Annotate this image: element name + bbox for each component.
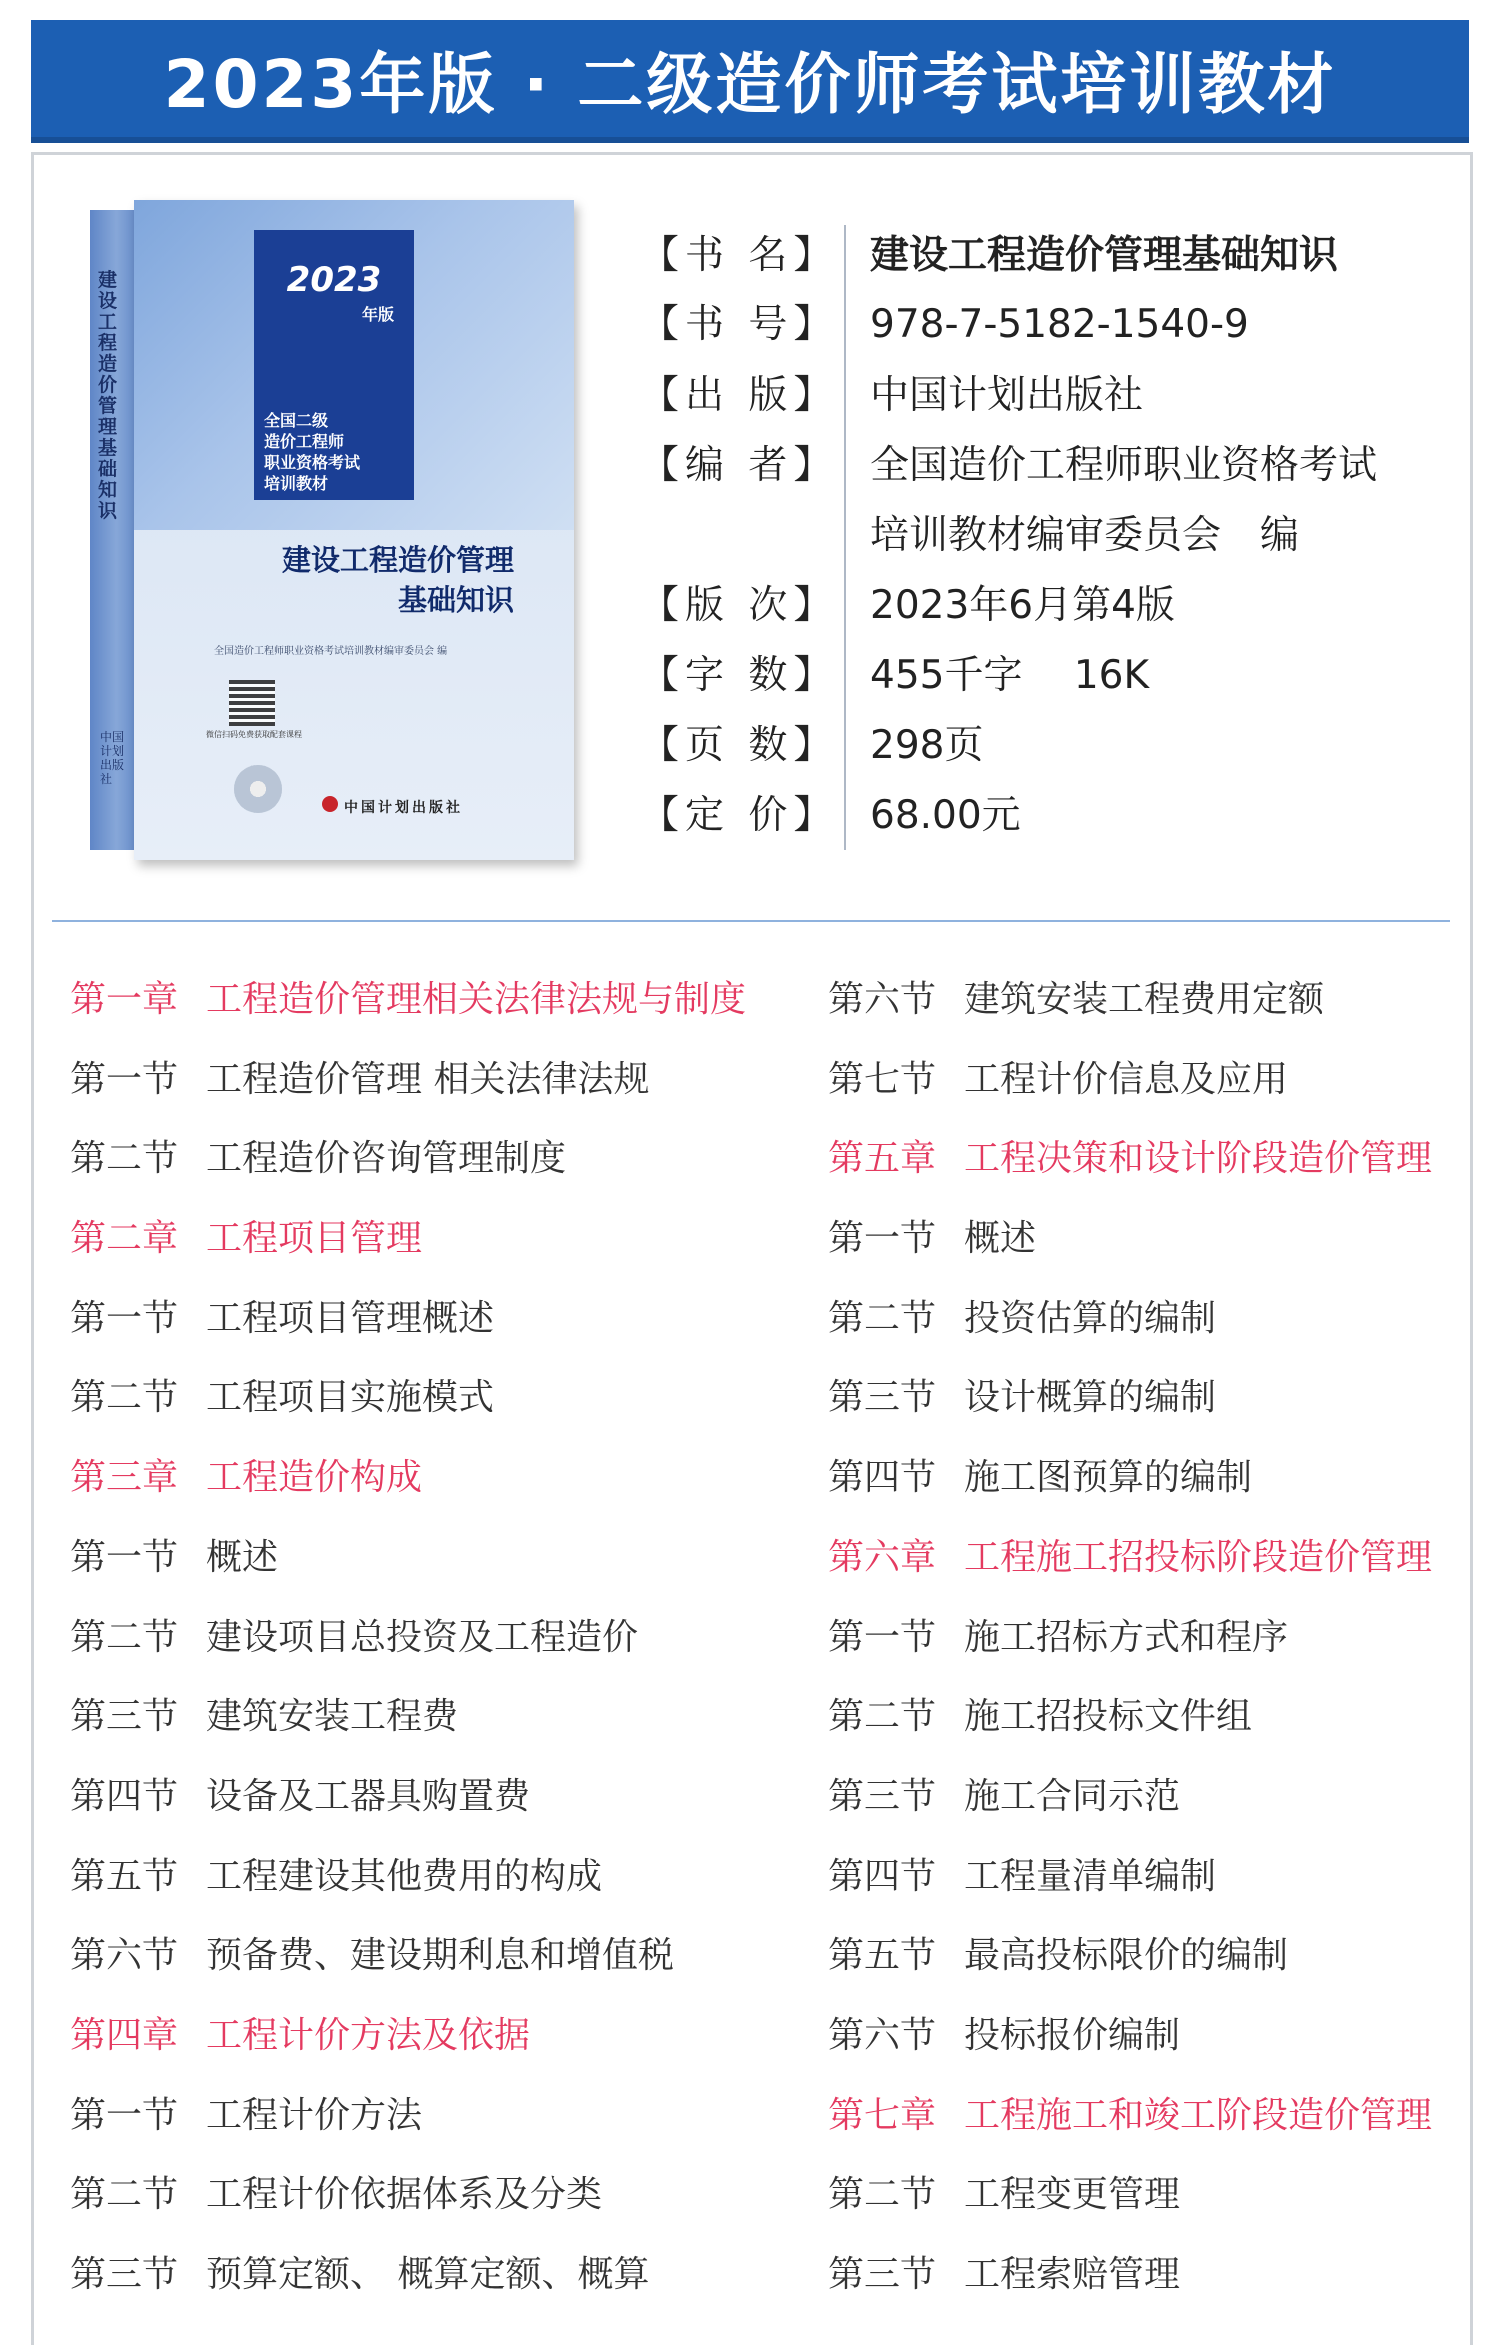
toc-section (828, 1358, 1432, 1438)
toc-title: 工程建设其他费用的构成 (206, 1855, 603, 1897)
toc-section (70, 1119, 746, 1199)
info-label: 【书 名】 (640, 233, 839, 278)
toc-title: 工程变更管理 (964, 2174, 1181, 2216)
toc-chapter (70, 1438, 746, 1518)
spine-title: 建设工程造价管理基础知识 (98, 269, 118, 522)
cover-editor: 全国造价工程师职业资格考试培训教材编审委员会 编 (214, 646, 448, 657)
toc-right-column (828, 960, 1432, 2315)
page-banner: 2023年版 · 二级造价师考试培训教材 (31, 20, 1469, 143)
toc-title: 工程造价管理相关法律法规与制度 (206, 979, 747, 1020)
toc-section (828, 2155, 1432, 2235)
toc-section (70, 2076, 746, 2156)
toc-number: 第三章 (70, 1457, 179, 1499)
toc-chapter (828, 2076, 1432, 2156)
toc-title: 预算定额、 概算定额、概算 (206, 2254, 650, 2295)
toc-title: 工程计价信息及应用 (964, 1058, 1289, 1100)
toc-number: 第三节 (828, 2254, 937, 2295)
toc-number: 第六章 (828, 1536, 937, 1578)
toc-section (70, 1040, 746, 1120)
toc-title: 工程项目实施模式 (206, 1377, 495, 1419)
book-spine (90, 210, 134, 850)
toc-number: 第二节 (70, 1616, 179, 1658)
toc-title: 工程造价构成 (206, 1457, 423, 1499)
toc-title: 工程索赔管理 (964, 2254, 1181, 2295)
toc-title: 施工合同示范 (964, 1775, 1181, 1817)
info-value: 培训教材编审委员会 编 (870, 513, 1300, 558)
info-divider (844, 225, 846, 850)
toc-section (828, 1916, 1432, 1996)
toc-section (70, 1598, 746, 1678)
info-value: 455千字 16K (870, 653, 1150, 698)
toc-title: 概述 (206, 1536, 279, 1578)
toc-section (70, 1677, 746, 1757)
toc-number: 第二章 (70, 1218, 179, 1260)
toc-section (828, 1438, 1432, 1518)
toc-section (828, 1279, 1432, 1359)
cover-publisher: 中国计划出版社 (344, 800, 463, 816)
toc-section (70, 1358, 746, 1438)
spine-publisher: 中国计划出版社 (100, 730, 125, 786)
toc-number: 第三节 (70, 2254, 179, 2295)
disc-icon (234, 765, 282, 813)
section-divider (52, 920, 1450, 922)
toc-title: 预备费、建设期利息和增值税 (206, 1935, 675, 1977)
toc-number: 第二节 (70, 1377, 179, 1419)
toc-number: 第六节 (70, 1935, 179, 1977)
cover-blue-box (254, 230, 414, 500)
cover-year-suffix: 年版 (361, 305, 394, 324)
toc-left-column (70, 960, 746, 2315)
cover-year: 2023 (286, 260, 382, 300)
info-value: 2023年6月第4版 (870, 583, 1175, 628)
toc-section (828, 1598, 1432, 1678)
toc-title: 工程计价依据体系及分类 (206, 2174, 603, 2216)
toc-number: 第一节 (70, 1058, 179, 1100)
toc-title: 投标报价编制 (964, 2014, 1181, 2056)
toc-title: 工程决策和设计阶段造价管理 (964, 1138, 1433, 1180)
toc-number: 第四节 (828, 1457, 937, 1499)
toc-number: 第一节 (828, 1616, 937, 1658)
info-label: 【页 数】 (640, 723, 839, 768)
toc-section (70, 1837, 746, 1917)
toc-section (70, 1757, 746, 1837)
toc-section (828, 1757, 1432, 1837)
toc-section (828, 1040, 1432, 1120)
toc-number: 第一节 (70, 2094, 179, 2136)
cover-series-line: 全国二级 (264, 411, 329, 430)
toc-number: 第一章 (70, 979, 179, 1020)
cover-series-line: 职业资格考试 (264, 453, 361, 472)
info-label: 【定 价】 (640, 793, 839, 838)
toc-number: 第一节 (70, 1536, 179, 1578)
toc-title: 设计概算的编制 (964, 1377, 1217, 1419)
toc-chapter (828, 1518, 1432, 1598)
toc-title: 工程计价方法及依据 (206, 2014, 531, 2056)
book-front (134, 200, 574, 860)
toc-section (828, 1837, 1432, 1917)
toc-number: 第一节 (70, 1297, 179, 1339)
cover-title-line: 基础知识 (397, 583, 514, 617)
toc-number: 第四章 (70, 2014, 179, 2056)
toc-number: 第六节 (828, 979, 937, 1020)
info-label: 【字 数】 (640, 653, 839, 698)
info-label: 【出 版】 (640, 373, 839, 418)
toc-title: 工程造价管理 相关法律法规 (206, 1058, 650, 1100)
toc-title: 建设项目总投资及工程造价 (206, 1616, 639, 1658)
publisher-logo-icon (322, 796, 338, 812)
info-value: 68.00元 (870, 793, 1021, 838)
toc-number: 第二节 (70, 2174, 179, 2216)
qr-caption: 微信扫码免费获取配套课程 (206, 730, 302, 739)
toc-number: 第五章 (828, 1138, 937, 1180)
toc-number: 第七章 (828, 2094, 937, 2136)
toc-section (828, 1677, 1432, 1757)
toc-section (828, 1199, 1432, 1279)
toc-number: 第一节 (828, 1218, 937, 1260)
toc-title: 建筑安装工程费 (206, 1696, 459, 1738)
info-value: 978-7-5182-1540-9 (870, 302, 1249, 347)
info-value: 298页 (870, 723, 984, 768)
toc-chapter (70, 1996, 746, 2076)
toc-number: 第三节 (828, 1377, 937, 1419)
toc-chapter (828, 1119, 1432, 1199)
toc-number: 第五节 (70, 1855, 179, 1897)
toc-section (70, 1518, 746, 1598)
book-cover (90, 200, 590, 860)
toc-title: 工程施工和竣工阶段造价管理 (964, 2094, 1433, 2136)
toc-section (70, 2155, 746, 2235)
cover-title (254, 540, 514, 620)
info-value: 中国计划出版社 (870, 373, 1144, 418)
toc-section (828, 1996, 1432, 2076)
toc-title: 施工招投标文件组 (964, 1696, 1253, 1738)
toc-section (828, 2235, 1432, 2315)
toc-number: 第七节 (828, 1058, 937, 1100)
toc-number: 第五节 (828, 1935, 937, 1977)
toc-number: 第三节 (828, 1775, 937, 1817)
toc-chapter (70, 960, 746, 1040)
info-value: 建设工程造价管理基础知识 (870, 233, 1339, 278)
info-label: 【版 次】 (640, 583, 839, 628)
toc-title: 工程项目管理 (206, 1218, 423, 1260)
toc-section (828, 960, 1432, 1040)
toc-title: 工程项目管理概述 (206, 1297, 495, 1339)
toc-chapter (70, 1199, 746, 1279)
toc-title: 工程造价咨询管理制度 (206, 1138, 567, 1180)
toc-section (70, 1279, 746, 1359)
qr-code-icon (229, 680, 275, 726)
cover-series-line: 培训教材 (264, 474, 329, 493)
toc-number: 第六节 (828, 2014, 937, 2056)
cover-title-line: 建设工程造价管理 (281, 543, 514, 577)
toc-title: 投资估算的编制 (964, 1297, 1217, 1339)
cover-series-line: 造价工程师 (264, 432, 345, 451)
toc-title: 建筑安装工程费用定额 (964, 979, 1325, 1020)
toc-title: 施工图预算的编制 (964, 1457, 1253, 1499)
toc-section (70, 1916, 746, 1996)
toc-number: 第二节 (828, 1297, 937, 1339)
toc-title: 最高投标限价的编制 (964, 1935, 1289, 1977)
toc-number: 第二节 (828, 1696, 937, 1738)
toc-title: 施工招标方式和程序 (964, 1616, 1289, 1658)
toc-section (70, 2235, 746, 2315)
toc-title: 概述 (964, 1218, 1037, 1260)
toc-title: 设备及工器具购置费 (206, 1775, 531, 1817)
toc-number: 第四节 (70, 1775, 179, 1817)
info-value: 全国造价工程师职业资格考试 (870, 443, 1378, 488)
cover-series (264, 410, 414, 494)
toc-number: 第四节 (828, 1855, 937, 1897)
toc-number: 第二节 (70, 1138, 179, 1180)
toc-title: 工程计价方法 (206, 2094, 423, 2136)
toc-number: 第二节 (828, 2174, 937, 2216)
info-label: 【编 者】 (640, 443, 839, 488)
toc-number: 第三节 (70, 1696, 179, 1738)
toc-title: 工程量清单编制 (964, 1855, 1217, 1897)
info-label: 【书 号】 (640, 302, 839, 347)
toc-title: 工程施工招投标阶段造价管理 (964, 1536, 1433, 1578)
